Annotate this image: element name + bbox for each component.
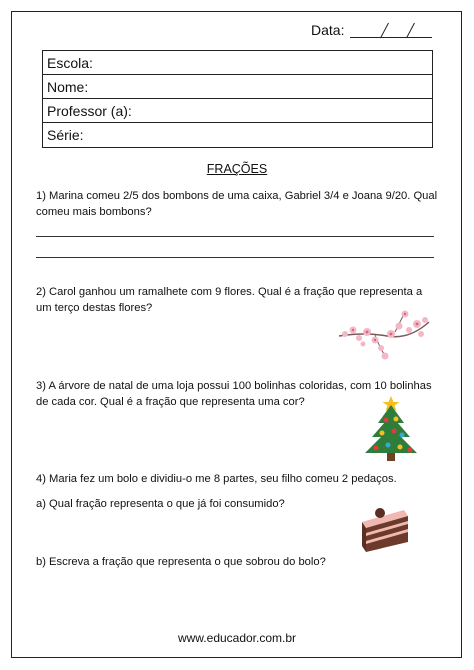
question-4b: b) Escreva a fração que representa o que sobrou do bolo? (36, 556, 326, 568)
cake-slice-icon (358, 502, 412, 554)
answer-line[interactable] (36, 257, 434, 258)
date-slash (381, 23, 390, 38)
date-input-line[interactable] (350, 23, 432, 38)
answer-line[interactable] (36, 236, 434, 237)
question-4a: a) Qual fração representa o que já foi consumido? (36, 498, 285, 510)
student-info-box (42, 50, 433, 148)
cherry-blossom-icon (335, 306, 431, 364)
name-field[interactable]: Nome: (43, 75, 432, 99)
date-field (311, 22, 432, 38)
question-1: 1) Marina comeu 2/5 dos bombons de uma caixa, Gabriel 3/4 e Joana 9/20. Qual comeu mais bombons? (36, 190, 438, 218)
date-label: Data: (311, 22, 345, 38)
question-3: 3) A árvore de natal de uma loja possui 100 bolinhas coloridas, com 10 bolinhas de cada cor. Qual é a fração que representa uma cor? (36, 380, 432, 408)
grade-field[interactable]: Série: (47, 127, 84, 143)
question-4: 4) Maria fez um bolo e dividiu-o me 8 partes, seu filho comeu 2 pedaços. (36, 473, 397, 485)
worksheet-title: FRAÇÕES (206, 162, 268, 176)
christmas-tree-icon (362, 393, 420, 463)
footer-website: www.educador.com.br (177, 631, 297, 645)
school-field[interactable]: Escola: (43, 51, 432, 75)
date-slash (407, 23, 416, 38)
teacher-field[interactable]: Professor (a): (43, 99, 432, 123)
question-2: 2) Carol ganhou um ramalhete com 9 flores. Qual é a fração que representa a um terço destas flores? (36, 286, 423, 314)
